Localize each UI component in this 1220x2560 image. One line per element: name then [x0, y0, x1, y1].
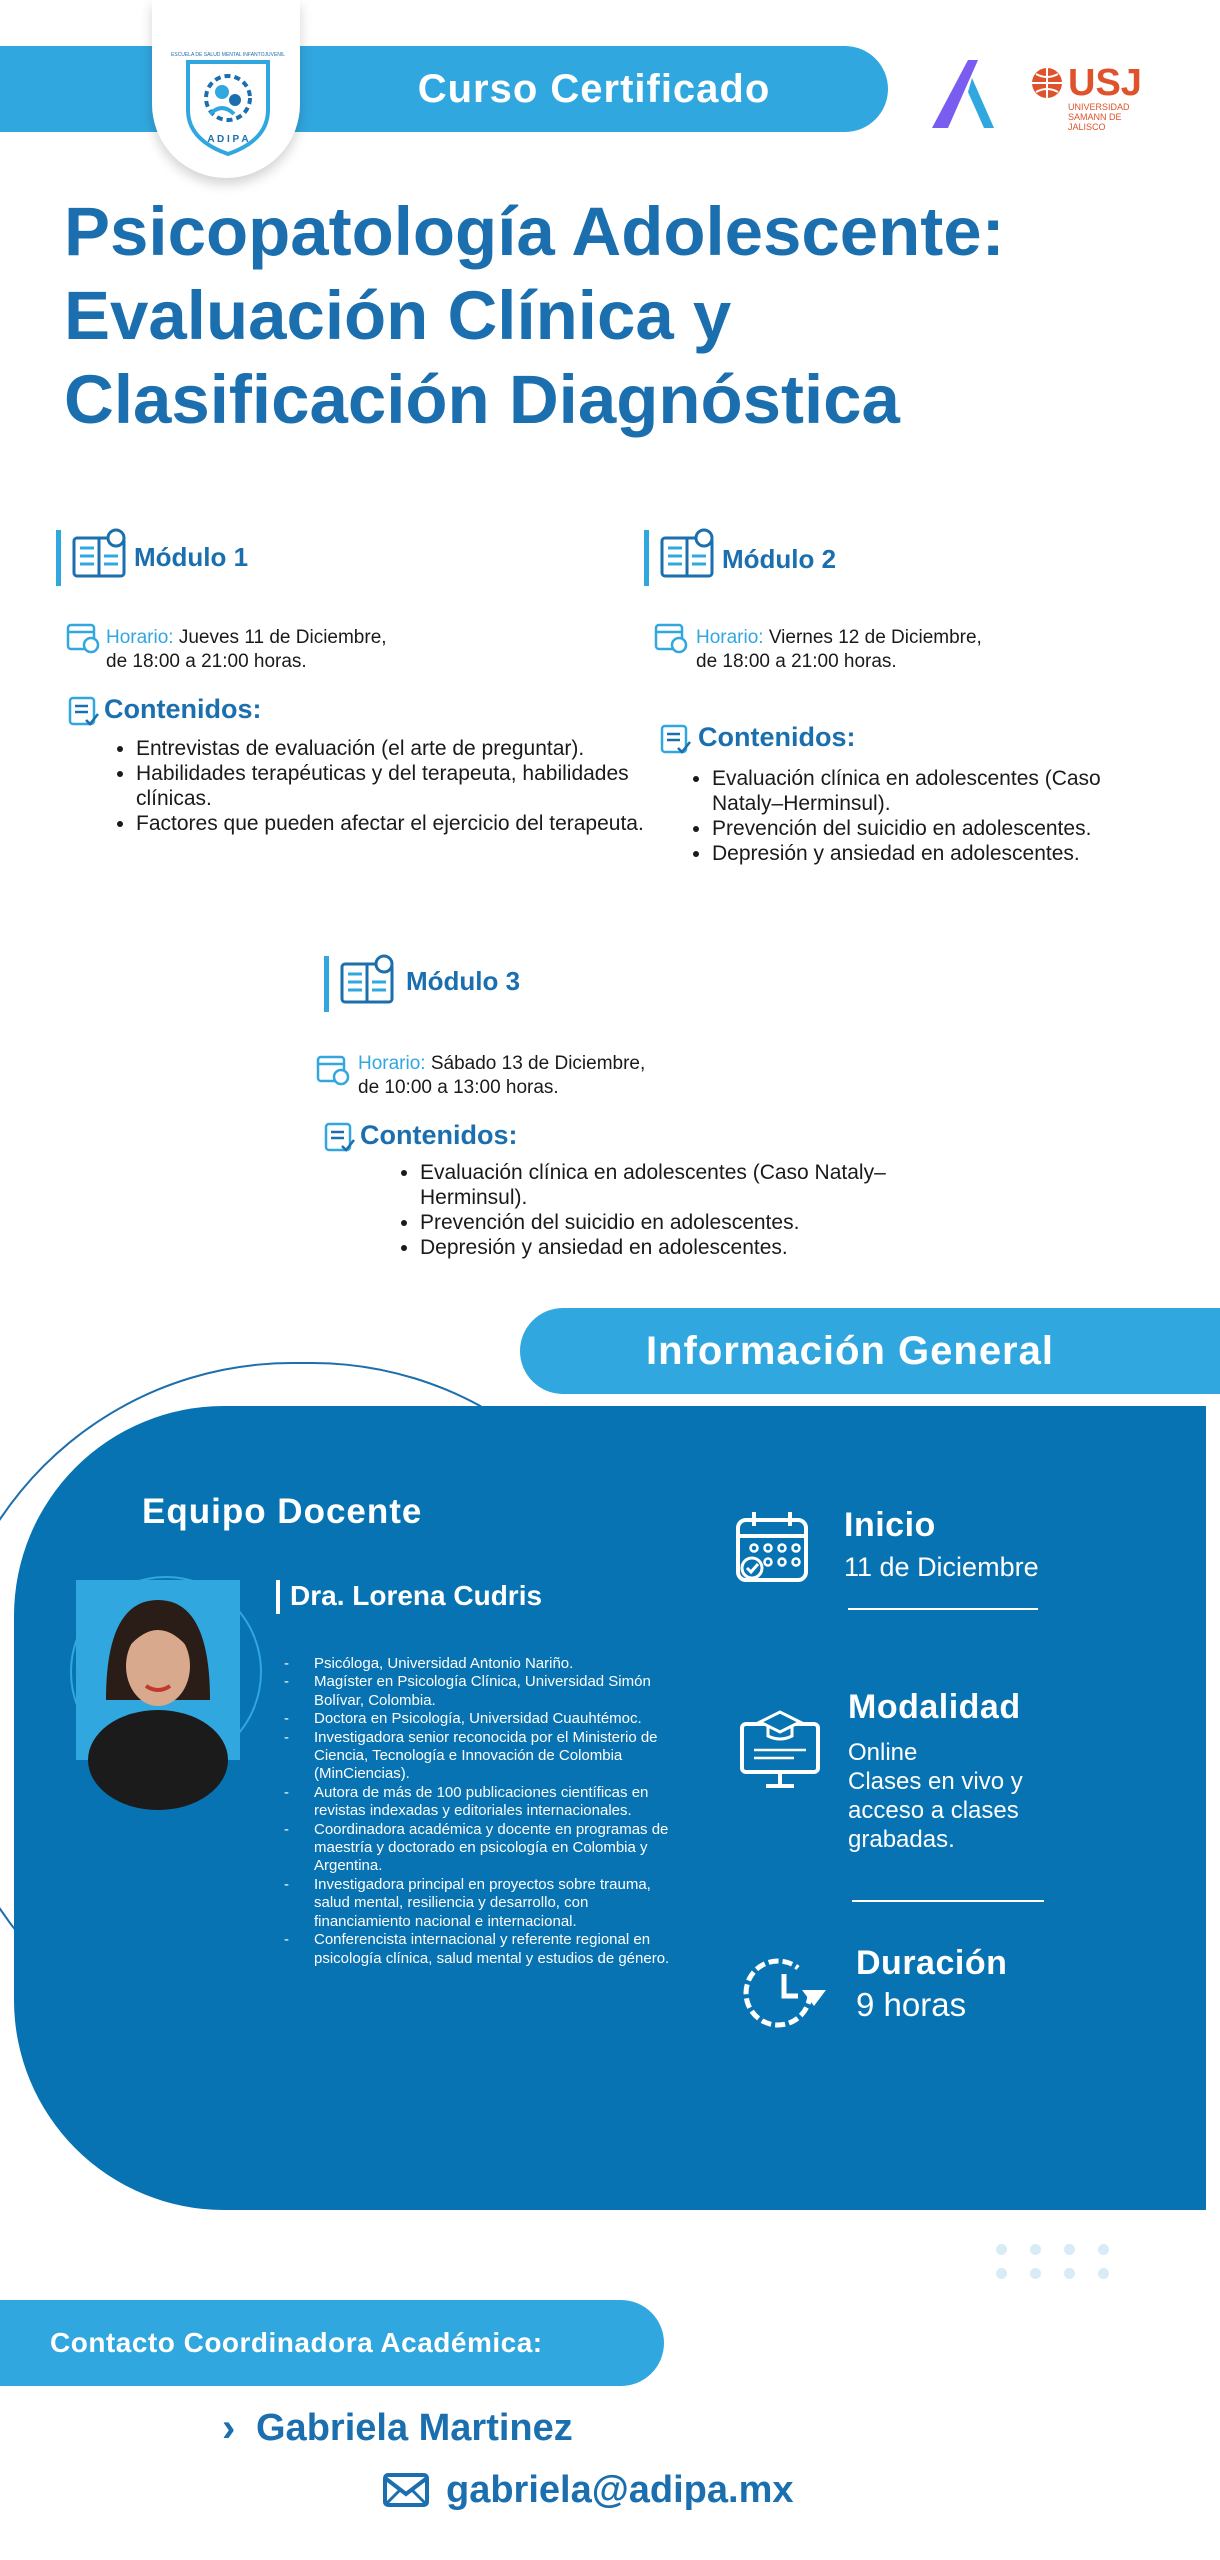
mode-label: Modalidad — [848, 1688, 1021, 1726]
module3-contents-title: Contenidos: — [360, 1120, 518, 1150]
course-title-line1: Psicopatología Adolescente: — [64, 193, 1005, 270]
duration-value: 9 horas — [856, 1986, 967, 2023]
module3-accent-bar — [324, 956, 329, 1012]
checklist-icon — [324, 1122, 356, 1154]
module2-schedule-label: Horario: — [696, 627, 764, 648]
bio-item: - Conferencista internacional y referente regional en psicología clínica, salud mental y estudios de género. — [284, 1931, 670, 1967]
module1-contents-list — [100, 736, 656, 836]
teacher-name-bar — [276, 1580, 280, 1614]
usj-subtitle: UNIVERSIDAD SAMANN DE JALISCO — [1068, 102, 1130, 132]
clock-icon — [740, 1954, 830, 2034]
teacher-name: Dra. Lorena Cudris — [290, 1580, 543, 1611]
duration-label: Duración — [856, 1944, 1008, 1982]
bio-item: - Autora de más de 100 publicaciones científicas en revistas indexadas y editoriales internacionales. — [284, 1783, 649, 1820]
list-item: • Depresión y ansiedad en adolescentes. — [420, 1235, 920, 1260]
mode-value — [848, 1738, 1023, 1854]
teacher-bio — [284, 1655, 684, 1968]
module1-schedule-date: Jueves 11 de Diciembre, — [173, 627, 387, 648]
module2-schedule — [696, 626, 982, 674]
list-item: • Prevención del suicidio en adolescentes. — [712, 816, 1172, 841]
module3-schedule-time: de 10:00 a 13:00 horas. — [358, 1077, 559, 1098]
module2-contents-list — [676, 766, 1172, 866]
badge-top-text: ESCUELA DE SALUD MENTAL INFANTOJUVENIL — [170, 52, 286, 58]
checklist-icon — [68, 696, 100, 728]
contact-title: Contacto Coordinadora Académica: — [50, 2327, 543, 2358]
list-item: • Evaluación clínica en adolescentes (Caso Nataly–Herminsul). — [420, 1160, 920, 1210]
bio-item: - Investigadora senior reconocida por el Ministerio de Ciencia, Tecnología e Innovación de Colombia (MinCiencias). — [284, 1728, 658, 1783]
module1-schedule-time: de 18:00 a 21:00 horas. — [106, 651, 307, 672]
course-title-line3: Clasificación Diagnóstica — [64, 361, 900, 438]
module3-contents-list — [384, 1160, 920, 1260]
badge-bottom-text: A D I P A — [207, 134, 249, 145]
mode-value-line: Online — [848, 1739, 918, 1766]
mode-value-line: acceso a clases — [848, 1797, 1019, 1824]
mode-value-line: grabadas. — [848, 1826, 955, 1853]
module3-schedule-label: Horario: — [358, 1053, 426, 1074]
divider — [848, 1608, 1038, 1610]
a-logo-icon — [928, 56, 1000, 132]
mode-value-line: Clases en vivo y — [848, 1768, 1023, 1795]
calendar-icon — [66, 620, 100, 654]
module2-schedule-time: de 18:00 a 21:00 horas. — [696, 651, 897, 672]
module3-schedule-date: Sábado 13 de Diciembre, — [425, 1053, 646, 1074]
module1-accent-bar — [56, 530, 61, 586]
book-icon — [660, 526, 716, 580]
bio-item: - Magíster en Psicología Clínica, Universidad Simón Bolívar, Colombia. — [284, 1673, 651, 1709]
header-pill-text: Curso Certificado — [417, 67, 771, 111]
list-item: • Factores que pueden afectar el ejercicio del terapeuta. — [136, 811, 656, 836]
module3-title: Módulo 3 — [406, 966, 521, 996]
list-item: • Depresión y ansiedad en adolescentes. — [712, 841, 1172, 866]
module1-schedule — [106, 626, 387, 674]
course-title — [64, 190, 1164, 442]
book-icon — [72, 526, 128, 580]
contact-name: Gabriela Martinez — [256, 2407, 573, 2449]
graduation-monitor-icon — [736, 1704, 824, 1790]
module2-schedule-date: Viernes 12 de Diciembre, — [763, 627, 982, 648]
bio-item: - Doctora en Psicología, Universidad Cuauhtémoc. — [284, 1710, 642, 1728]
start-value: 11 de Diciembre — [844, 1552, 1039, 1582]
usj-title: USJ — [1068, 62, 1142, 104]
bio-item: - Coordinadora académica y docente en programas de maestría y doctorado en psicología en Colombia y Argentina. — [284, 1820, 669, 1875]
adipa-logo — [170, 48, 286, 158]
module1-title: Módulo 1 — [134, 542, 249, 572]
bio-item: - Psicóloga, Universidad Antonio Nariño. — [284, 1655, 574, 1672]
chevron-right-icon: › — [222, 2406, 236, 2450]
module2-contents-title: Contenidos: — [698, 722, 856, 752]
calendar-icon — [654, 620, 688, 654]
module2-accent-bar — [644, 530, 649, 586]
list-item: • Entrevistas de evaluación (el arte de preguntar). — [136, 736, 656, 761]
mail-icon — [382, 2470, 430, 2510]
course-title-line2: Evaluación Clínica y — [64, 277, 732, 354]
module1-contents-title: Contenidos: — [104, 694, 262, 724]
bio-item: - Investigadora principal en proyectos sobre trauma, salud mental, resiliencia y desarrollo, con financiamiento nacional e internacional. — [284, 1875, 651, 1930]
divider — [852, 1900, 1044, 1902]
book-icon — [340, 952, 396, 1006]
list-item: • Habilidades terapéuticas y del terapeuta, habilidades clínicas. — [136, 761, 656, 811]
list-item: • Prevención del suicidio en adolescentes. — [420, 1210, 920, 1235]
calendar-check-icon — [732, 1508, 812, 1588]
info-section-title: Información General — [646, 1329, 1054, 1373]
team-title: Equipo Docente — [142, 1492, 423, 1531]
module3-schedule — [358, 1052, 645, 1100]
contact-email-link[interactable]: gabriela@adipa.mx — [446, 2469, 794, 2511]
module1-schedule-label: Horario: — [106, 627, 174, 648]
teacher-avatar — [76, 1580, 240, 1760]
list-item: • Evaluación clínica en adolescentes (Caso Nataly–Herminsul). — [712, 766, 1172, 816]
checklist-icon — [660, 724, 692, 756]
module2-title: Módulo 2 — [722, 544, 837, 574]
start-label: Inicio — [844, 1506, 936, 1544]
calendar-icon — [316, 1052, 350, 1086]
usj-globe-icon — [1030, 66, 1064, 100]
